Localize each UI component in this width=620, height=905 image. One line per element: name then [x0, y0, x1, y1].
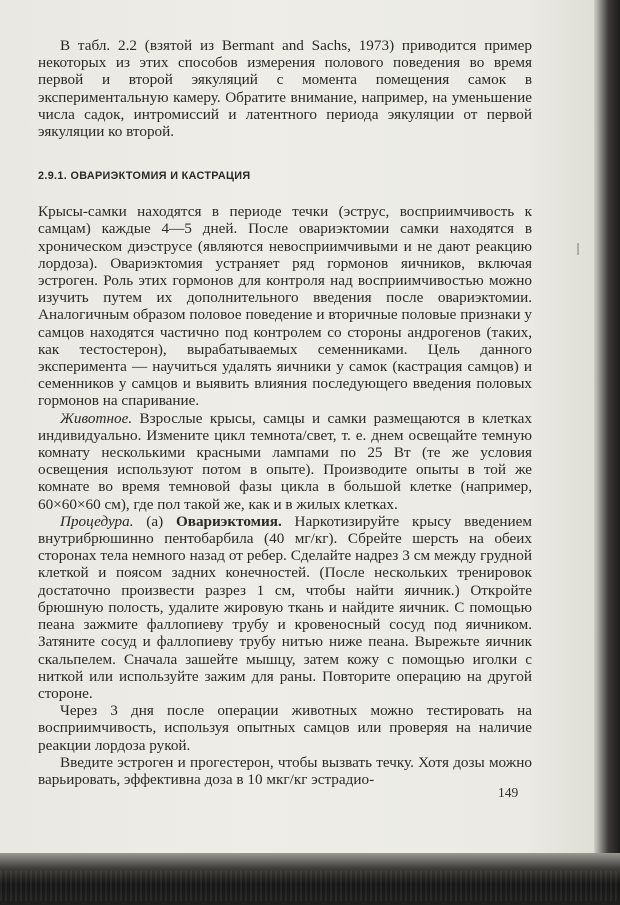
procedure-subhead: Овариэктомия.	[175, 512, 282, 530]
intro-paragraph: В табл. 2.2 (взятой из Bermant and Sachs, 1973) приводится пример некоторых из этих способов измерения полового поведения во время первой и второй эякуляций с момента помещения самок в экспериментальную камеру. Обратите внимание, например, на уменьшение числа садок, интромиссий и латентного периода эякуляции от первой эякуляции ко второй.	[38, 37, 532, 141]
book-spine-shadow	[594, 0, 620, 905]
scan-bottom-edge	[0, 853, 620, 905]
procedure-step: (а)	[133, 512, 176, 530]
animals-label: Животное.	[60, 409, 133, 427]
hormones-paragraph: Введите эстроген и прогестерон, чтобы вызвать течку. Хотя дозы можно варьировать, эффективна доза в 10 мкг/кг эстрадио-	[38, 753, 532, 788]
procedure-text: Наркотизируйте крысу введением внутрибрюшинно пентобарбила (40 мг/кг). Сбрейте шерсть на обеих сторонах тела немного назад от ребер. Сделайте надрез 3 см между грудной клеткой и поясом задних конечностей. (После нескольких тренировок достаточно произвести разрез 1 см, чтобы найти яичник.) Откройте брюшную полость, удалите жировую ткань и найдите яичник. С помощью пеана зажмите фаллопиеву трубу и кровеносный сосуд под яичником. Затяните сосуд и фаллопиеву трубу нитью ниже пеана. Вырежьте яичник скальпелем. Сначала зашейте мышцу, затем кожу с помощью иголки с ниткой или используйте зажим для раны. Повторите операцию на другой стороне.	[38, 512, 532, 702]
margin-mark	[577, 243, 579, 255]
page-body	[38, 37, 532, 788]
section-paragraph-1: Крысы-самки находятся в периоде течки (эструс, восприимчивость к самцам) каждые 4—5 дней. После овариэктомии самки находятся в хроническом диэструсе (являются невосприимчивыми и не дают реакцию лордоза). Овариэктомия устраняет ряд гормонов яичников, включая эстроген. Роль этих гормонов для контроля над восприимчивостью можно изучить путем их дополнительного введения после овариэктомии. Аналогичным образом половое поведение и вторичные половые признаки у самцов находятся частично под контролем со стороны андрогенов (таких, как тестостерон), вырабатываемых семенниками. Цель данного эксперимента — научиться удалять яичники у самок (кастрация самцов) и семенников у самцов и выявить влияния последующего введения половых гормонов на спаривание.	[38, 203, 532, 410]
procedure-label: Процедура.	[60, 512, 134, 530]
section-heading: 2.9.1. ОВАРИЭКТОМИЯ И КАСТРАЦИЯ	[38, 170, 251, 183]
page-number: 149	[498, 785, 519, 800]
procedure-paragraph	[38, 513, 532, 702]
testing-paragraph: Через 3 дня после операции животных можно тестировать на восприимчивость, используя опытных самцов или проверяя на наличие реакции лордоза рукой.	[38, 702, 532, 754]
animals-paragraph	[38, 410, 532, 513]
animals-text: Взрослые крысы, самцы и самки размещаются в клетках индивидуально. Измените цикл темнота/свет, т. е. днем освещайте темную комнату несколькими красными лампами по 25 Вт (те же условия освещения используют потом в опыте). Производите опыты в той же комнате во время темновой фазы цикла в большой клетке (например, 60×60×60 см), где пол такой же, как и в жилых клетках.	[38, 409, 532, 513]
